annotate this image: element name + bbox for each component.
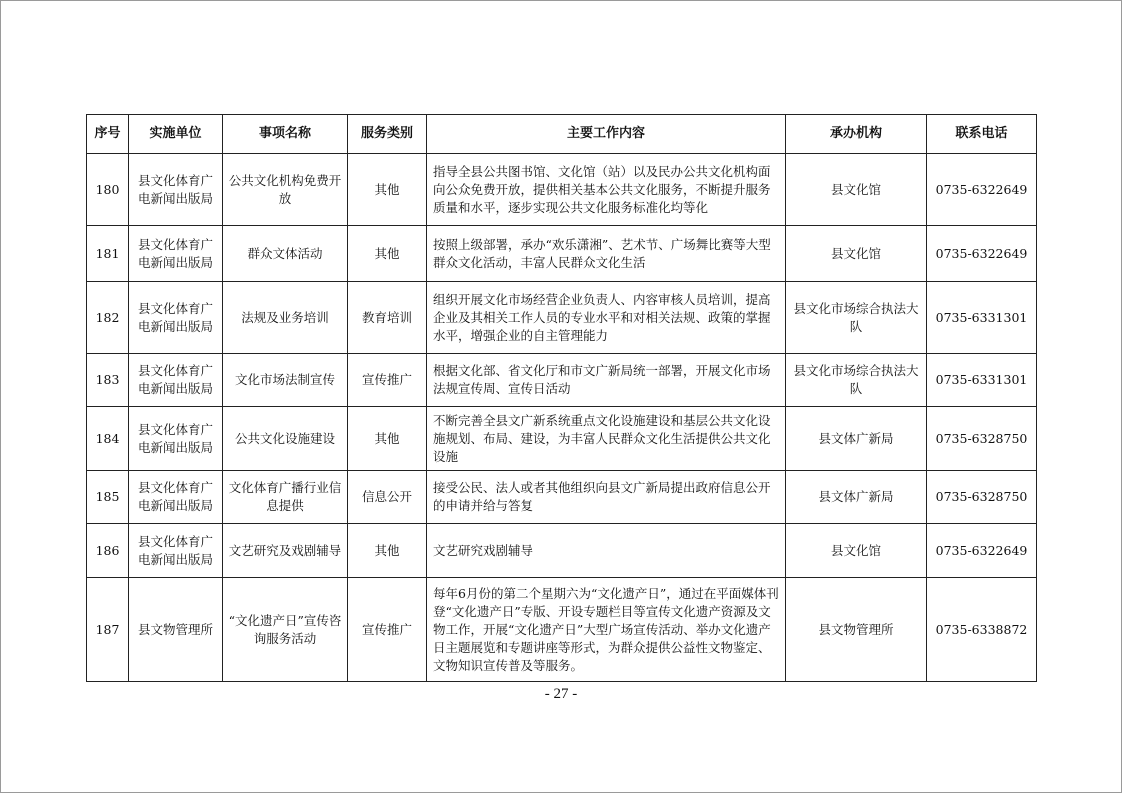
row-item: 公共文化设施建设 (223, 407, 348, 471)
page-number: - 27 - (544, 686, 578, 702)
row-category: 其他 (348, 226, 427, 282)
row-category: 其他 (348, 524, 427, 578)
row-item: 法规及业务培训 (223, 282, 348, 354)
row-item: 文艺研究及戏剧辅导 (223, 524, 348, 578)
row-phone: 0735-6328750 (927, 407, 1037, 471)
row-item: 公共文化机构免费开放 (223, 154, 348, 226)
table-row (87, 154, 1037, 226)
row-unit: 县文化体育广电新闻出版局 (129, 524, 223, 578)
header-content: 主要工作内容 (427, 115, 786, 154)
row-org: 县文化馆 (786, 226, 927, 282)
row-unit: 县文化体育广电新闻出版局 (129, 471, 223, 524)
row-no: 182 (87, 282, 129, 354)
row-category: 其他 (348, 154, 427, 226)
header-no: 序号 (87, 115, 129, 154)
row-org: 县文化馆 (786, 154, 927, 226)
row-content: 按照上级部署，承办“欢乐潇湘”、艺术节、广场舞比赛等大型群众文化活动，丰富人民群众文化生活 (427, 226, 786, 282)
header-phone: 联系电话 (927, 115, 1037, 154)
table-row (87, 354, 1037, 407)
row-unit: 县文化体育广电新闻出版局 (129, 407, 223, 471)
row-unit: 县文化体育广电新闻出版局 (129, 282, 223, 354)
row-no: 187 (87, 578, 129, 682)
row-org: 县文化馆 (786, 524, 927, 578)
row-phone: 0735-6322649 (927, 154, 1037, 226)
row-unit: 县文物管理所 (129, 578, 223, 682)
row-phone: 0735-6331301 (927, 282, 1037, 354)
row-category: 宣传推广 (348, 578, 427, 682)
row-category: 信息公开 (348, 471, 427, 524)
row-no: 180 (87, 154, 129, 226)
header-unit: 实施单位 (129, 115, 223, 154)
row-phone: 0735-6328750 (927, 471, 1037, 524)
row-org: 县文体广新局 (786, 407, 927, 471)
row-no: 186 (87, 524, 129, 578)
row-content: 接受公民、法人或者其他组织向县文广新局提出政府信息公开的申请并给与答复 (427, 471, 786, 524)
row-content: 文艺研究戏剧辅导 (427, 524, 786, 578)
row-item: “文化遗产日”宣传咨询服务活动 (223, 578, 348, 682)
table-row (87, 471, 1037, 524)
row-content: 组织开展文化市场经营企业负责人、内容审核人员培训，提高企业及其相关工作人员的专业水平和对相关法规、政策的掌握水平，增强企业的自主管理能力 (427, 282, 786, 354)
row-no: 181 (87, 226, 129, 282)
row-category: 其他 (348, 407, 427, 471)
row-item: 群众文体活动 (223, 226, 348, 282)
header-org: 承办机构 (786, 115, 927, 154)
row-item: 文化体育广播行业信息提供 (223, 471, 348, 524)
row-no: 185 (87, 471, 129, 524)
header-category: 服务类别 (348, 115, 427, 154)
row-content: 不断完善全县文广新系统重点文化设施建设和基层公共文化设施规划、布局、建设，为丰富人民群众文化生活提供公共文化设施 (427, 407, 786, 471)
row-content: 指导全县公共图书馆、文化馆（站）以及民办公共文化机构面向公众免费开放，提供相关基本公共文化服务，不断提升服务质量和水平，逐步实现公共文化服务标准化均等化 (427, 154, 786, 226)
row-phone: 0735-6322649 (927, 226, 1037, 282)
row-phone: 0735-6322649 (927, 524, 1037, 578)
row-no: 184 (87, 407, 129, 471)
header-item: 事项名称 (223, 115, 348, 154)
table-row (87, 524, 1037, 578)
table-row (87, 578, 1037, 682)
row-org: 县文化市场综合执法大队 (786, 354, 927, 407)
row-unit: 县文化体育广电新闻出版局 (129, 354, 223, 407)
row-org: 县文物管理所 (786, 578, 927, 682)
table-row (87, 407, 1037, 471)
row-unit: 县文化体育广电新闻出版局 (129, 226, 223, 282)
table-row (87, 226, 1037, 282)
public-service-table (86, 114, 1037, 682)
row-category: 宣传推广 (348, 354, 427, 407)
table-row (87, 282, 1037, 354)
row-item: 文化市场法制宣传 (223, 354, 348, 407)
row-unit: 县文化体育广电新闻出版局 (129, 154, 223, 226)
row-no: 183 (87, 354, 129, 407)
row-content: 根据文化部、省文化厅和市文广新局统一部署，开展文化市场法规宣传周、宣传日活动 (427, 354, 786, 407)
row-org: 县文体广新局 (786, 471, 927, 524)
row-org: 县文化市场综合执法大队 (786, 282, 927, 354)
row-phone: 0735-6331301 (927, 354, 1037, 407)
row-category: 教育培训 (348, 282, 427, 354)
row-phone: 0735-6338872 (927, 578, 1037, 682)
table-header-row (87, 115, 1037, 154)
row-content: 每年6月份的第二个星期六为“文化遗产日”，通过在平面媒体刊登“文化遗产日”专版、开设专题栏目等宣传文化遗产资源及文物工作，开展“文化遗产日”大型广场宣传活动、举办文化遗产日主题展览和专题讲座等形式，为群众提供公益性文物鉴定、文物知识宣传普及等服务。 (427, 578, 786, 682)
